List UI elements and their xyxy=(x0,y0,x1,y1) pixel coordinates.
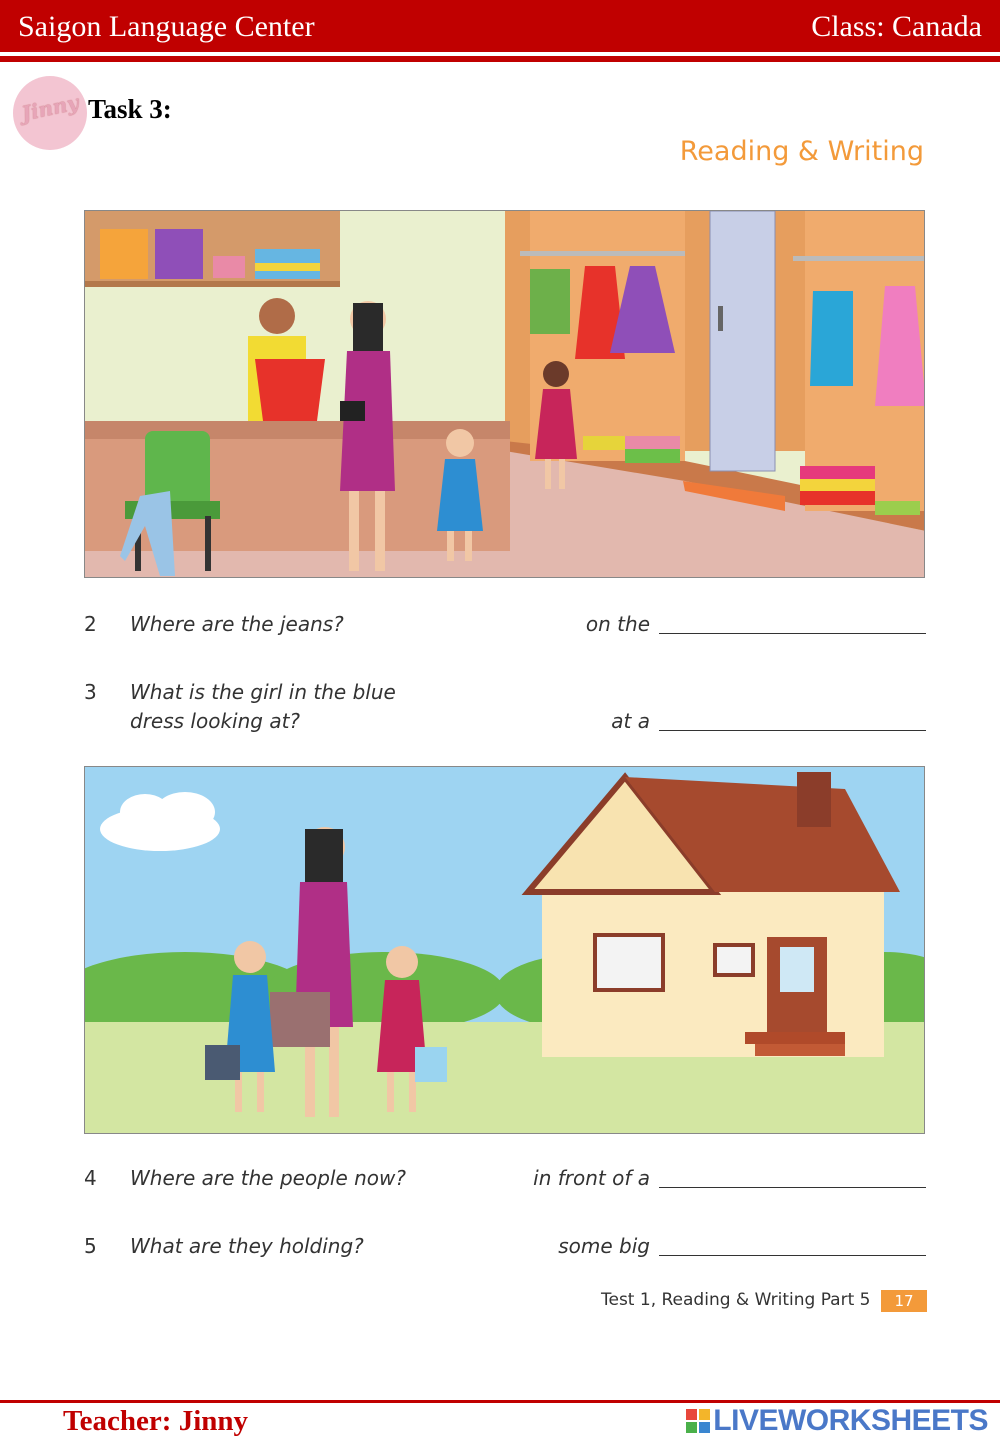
clothes-shop-illustration xyxy=(84,210,925,578)
answer-prefix: at a xyxy=(611,709,650,733)
answer-prefix: some big xyxy=(558,1234,650,1258)
answer-prefix: in front of a xyxy=(533,1166,650,1190)
school-name: Saigon Language Center xyxy=(18,10,315,43)
brand-text: LIVEWORKSHEETS xyxy=(713,1404,988,1437)
question-text-line1: What is the girl in the blue xyxy=(130,680,396,704)
page-number: 17 xyxy=(881,1290,927,1312)
answer-blank[interactable] xyxy=(659,1187,926,1188)
answer-blank[interactable] xyxy=(659,730,926,731)
header-bar xyxy=(0,0,1000,52)
question-number: 5 xyxy=(84,1234,97,1258)
question-number: 4 xyxy=(84,1166,97,1190)
teacher-name: Teacher: Jinny xyxy=(63,1405,249,1437)
logo-text: Jinny xyxy=(19,90,81,126)
jinny-logo xyxy=(13,76,87,150)
question-text: What are they holding? xyxy=(130,1234,364,1258)
section-label: Reading & Writing xyxy=(679,136,924,167)
footer-divider xyxy=(0,1400,1000,1403)
header-divider xyxy=(0,56,1000,62)
test-label: Test 1, Reading & Writing Part 5 xyxy=(601,1290,871,1310)
question-number: 3 xyxy=(84,680,97,704)
answer-blank[interactable] xyxy=(659,633,926,634)
task-title: Task 3: xyxy=(88,94,172,124)
question-text: Where are the people now? xyxy=(130,1166,406,1190)
question-text-line2: dress looking at? xyxy=(130,709,301,733)
answer-prefix: on the xyxy=(585,612,650,636)
question-number: 2 xyxy=(84,612,97,636)
answer-blank[interactable] xyxy=(659,1255,926,1256)
liveworksheets-brand[interactable] xyxy=(686,1404,988,1438)
class-name: Class: Canada xyxy=(811,10,982,43)
question-text: Where are the jeans? xyxy=(130,612,344,636)
liveworksheets-logo-icon xyxy=(686,1409,710,1433)
house-illustration xyxy=(84,766,925,1134)
